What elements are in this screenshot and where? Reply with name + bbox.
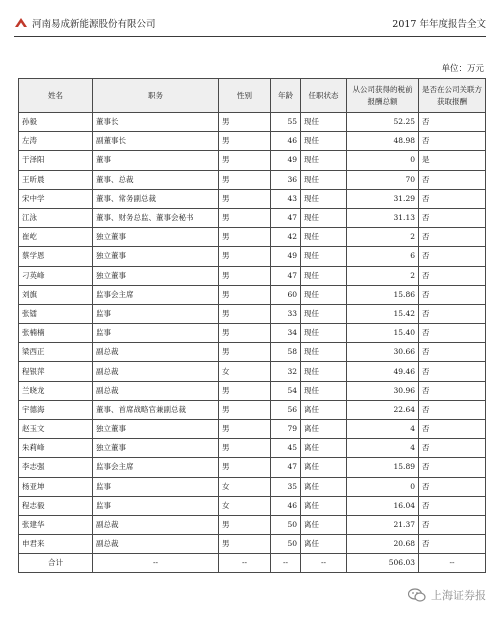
cell-status: 现任 [301, 113, 347, 132]
table-row [19, 343, 486, 362]
cell-status: 离任 [301, 420, 347, 439]
cell-age: 58 [271, 343, 301, 362]
cell-position: 独立董事 [93, 439, 219, 458]
cell-gender: 男 [219, 266, 271, 285]
cell-status: 现任 [301, 132, 347, 151]
table-footer [19, 554, 486, 573]
cell-pretax-pay: 0 [347, 151, 419, 170]
cell-position: 董事长 [93, 113, 219, 132]
cell-related-party-pay: 否 [419, 535, 486, 554]
table-row [19, 208, 486, 227]
cell-pretax-pay: 4 [347, 439, 419, 458]
cell-position: 独立董事 [93, 266, 219, 285]
total-age: -- [271, 554, 301, 573]
cell-age: 56 [271, 400, 301, 419]
report-title: 2017 年年度报告全文 [392, 19, 486, 30]
cell-age: 79 [271, 420, 301, 439]
cell-name: 张镭 [19, 304, 93, 323]
cell-age: 36 [271, 170, 301, 189]
company-name: 河南易成新能源股份有限公司 [32, 19, 156, 30]
col-pretax-pay: 从公司获得的税前报酬总额 [347, 79, 419, 113]
cell-name: 梁西正 [19, 343, 93, 362]
cell-pretax-pay: 30.96 [347, 381, 419, 400]
wechat-bubble-icon [408, 588, 426, 602]
cell-related-party-pay: 否 [419, 266, 486, 285]
cell-pretax-pay: 15.42 [347, 304, 419, 323]
col-gender: 性别 [219, 79, 271, 113]
cell-pretax-pay: 15.40 [347, 324, 419, 343]
table-row [19, 247, 486, 266]
cell-position: 独立董事 [93, 420, 219, 439]
cell-gender: 男 [219, 324, 271, 343]
cell-status: 现任 [301, 304, 347, 323]
cell-name: 杨亚坤 [19, 477, 93, 496]
cell-age: 50 [271, 515, 301, 534]
table-row [19, 362, 486, 381]
cell-name: 申君来 [19, 535, 93, 554]
cell-gender: 男 [219, 151, 271, 170]
watermark-text: 上海证券报 [431, 589, 486, 602]
cell-gender: 男 [219, 400, 271, 419]
cell-gender: 女 [219, 496, 271, 515]
cell-related-party-pay: 否 [419, 324, 486, 343]
cell-name: 程志毅 [19, 496, 93, 515]
unit-label: 单位：万元 [441, 64, 484, 74]
total-position: -- [93, 554, 219, 573]
table-body [19, 113, 486, 554]
cell-status: 离任 [301, 535, 347, 554]
cell-pretax-pay: 15.86 [347, 285, 419, 304]
cell-status: 现任 [301, 228, 347, 247]
cell-age: 47 [271, 266, 301, 285]
table-row [19, 132, 486, 151]
table-row [19, 515, 486, 534]
cell-name: 江泳 [19, 208, 93, 227]
cell-related-party-pay: 否 [419, 400, 486, 419]
cell-name: 崔屹 [19, 228, 93, 247]
cell-related-party-pay: 否 [419, 477, 486, 496]
cell-position: 独立董事 [93, 247, 219, 266]
cell-gender: 男 [219, 535, 271, 554]
cell-gender: 男 [219, 132, 271, 151]
cell-age: 60 [271, 285, 301, 304]
header-row [19, 79, 486, 113]
col-related-party-pay: 是否在公司关联方获取报酬 [419, 79, 486, 113]
col-age: 年龄 [271, 79, 301, 113]
total-row [19, 554, 486, 573]
cell-status: 现任 [301, 381, 347, 400]
cell-pretax-pay: 6 [347, 247, 419, 266]
cell-age: 32 [271, 362, 301, 381]
table-header [19, 79, 486, 113]
cell-status: 离任 [301, 439, 347, 458]
cell-gender: 男 [219, 304, 271, 323]
table-row [19, 189, 486, 208]
cell-gender: 男 [219, 381, 271, 400]
cell-position: 副总裁 [93, 343, 219, 362]
cell-pretax-pay: 31.29 [347, 189, 419, 208]
total-status: -- [301, 554, 347, 573]
cell-status: 现任 [301, 189, 347, 208]
table-row [19, 439, 486, 458]
cell-related-party-pay: 否 [419, 304, 486, 323]
cell-pretax-pay: 4 [347, 420, 419, 439]
cell-status: 离任 [301, 515, 347, 534]
cell-gender: 男 [219, 189, 271, 208]
cell-gender: 男 [219, 170, 271, 189]
cell-related-party-pay: 否 [419, 439, 486, 458]
cell-related-party-pay: 否 [419, 381, 486, 400]
col-status: 任职状态 [301, 79, 347, 113]
table-row [19, 458, 486, 477]
cell-name: 程银萍 [19, 362, 93, 381]
cell-pretax-pay: 2 [347, 266, 419, 285]
cell-age: 33 [271, 304, 301, 323]
cell-position: 监事 [93, 324, 219, 343]
cell-related-party-pay: 否 [419, 362, 486, 381]
cell-status: 离任 [301, 400, 347, 419]
table-row [19, 400, 486, 419]
cell-gender: 男 [219, 515, 271, 534]
cell-related-party-pay: 否 [419, 420, 486, 439]
cell-age: 49 [271, 151, 301, 170]
cell-age: 47 [271, 208, 301, 227]
company-logo-icon [14, 15, 28, 29]
cell-name: 李志强 [19, 458, 93, 477]
cell-status: 离任 [301, 496, 347, 515]
cell-name: 孙毅 [19, 113, 93, 132]
cell-gender: 男 [219, 208, 271, 227]
cell-position: 监事 [93, 496, 219, 515]
cell-pretax-pay: 15.89 [347, 458, 419, 477]
cell-name: 蔡学恩 [19, 247, 93, 266]
table-row [19, 420, 486, 439]
cell-related-party-pay: 否 [419, 515, 486, 534]
col-position: 职务 [93, 79, 219, 113]
cell-status: 离任 [301, 458, 347, 477]
cell-age: 43 [271, 189, 301, 208]
cell-position: 董事、财务总监、董事会秘书 [93, 208, 219, 227]
cell-position: 董事 [93, 151, 219, 170]
cell-pretax-pay: 52.25 [347, 113, 419, 132]
compensation-table [18, 78, 486, 573]
cell-age: 45 [271, 439, 301, 458]
table-row [19, 228, 486, 247]
cell-position: 董事、总裁 [93, 170, 219, 189]
cell-name: 兰晓龙 [19, 381, 93, 400]
cell-pretax-pay: 20.68 [347, 535, 419, 554]
total-label: 合计 [19, 554, 93, 573]
cell-position: 董事、首席战略官兼副总裁 [93, 400, 219, 419]
page-header [14, 14, 486, 37]
cell-pretax-pay: 30.66 [347, 343, 419, 362]
cell-name: 赵玉文 [19, 420, 93, 439]
cell-name: 左涛 [19, 132, 93, 151]
cell-gender: 男 [219, 247, 271, 266]
cell-pretax-pay: 16.04 [347, 496, 419, 515]
cell-position: 独立董事 [93, 228, 219, 247]
cell-name: 张建华 [19, 515, 93, 534]
cell-status: 现任 [301, 151, 347, 170]
cell-name: 王昕晨 [19, 170, 93, 189]
cell-related-party-pay: 否 [419, 343, 486, 362]
cell-related-party-pay: 是 [419, 151, 486, 170]
table-row [19, 535, 486, 554]
cell-age: 46 [271, 496, 301, 515]
cell-status: 现任 [301, 324, 347, 343]
cell-pretax-pay: 2 [347, 228, 419, 247]
table-row [19, 285, 486, 304]
table-row [19, 477, 486, 496]
cell-name: 宇德海 [19, 400, 93, 419]
cell-gender: 男 [219, 113, 271, 132]
cell-status: 现任 [301, 343, 347, 362]
cell-gender: 女 [219, 477, 271, 496]
cell-position: 副董事长 [93, 132, 219, 151]
cell-gender: 男 [219, 458, 271, 477]
cell-pretax-pay: 48.98 [347, 132, 419, 151]
cell-related-party-pay: 否 [419, 189, 486, 208]
col-name: 姓名 [19, 79, 93, 113]
cell-gender: 女 [219, 362, 271, 381]
cell-name: 宋中学 [19, 189, 93, 208]
cell-position: 监事会主席 [93, 285, 219, 304]
cell-gender: 男 [219, 439, 271, 458]
table-row [19, 496, 486, 515]
watermark [408, 587, 486, 603]
cell-pretax-pay: 31.13 [347, 208, 419, 227]
cell-related-party-pay: 否 [419, 228, 486, 247]
cell-age: 46 [271, 132, 301, 151]
cell-position: 董事、常务副总裁 [93, 189, 219, 208]
cell-age: 47 [271, 458, 301, 477]
cell-status: 现任 [301, 266, 347, 285]
table-row [19, 381, 486, 400]
cell-related-party-pay: 否 [419, 208, 486, 227]
table-row [19, 266, 486, 285]
table-row [19, 304, 486, 323]
cell-pretax-pay: 22.64 [347, 400, 419, 419]
cell-related-party-pay: 否 [419, 247, 486, 266]
cell-name: 朱莉峰 [19, 439, 93, 458]
cell-pretax-pay: 0 [347, 477, 419, 496]
cell-position: 监事 [93, 304, 219, 323]
cell-status: 现任 [301, 170, 347, 189]
table-row [19, 113, 486, 132]
cell-position: 监事会主席 [93, 458, 219, 477]
total-amount: 506.03 [347, 554, 419, 573]
cell-related-party-pay: 否 [419, 113, 486, 132]
cell-related-party-pay: 否 [419, 132, 486, 151]
cell-gender: 男 [219, 420, 271, 439]
cell-age: 34 [271, 324, 301, 343]
cell-status: 现任 [301, 247, 347, 266]
cell-related-party-pay: 否 [419, 496, 486, 515]
cell-related-party-pay: 否 [419, 285, 486, 304]
cell-gender: 男 [219, 228, 271, 247]
table-row [19, 324, 486, 343]
cell-age: 42 [271, 228, 301, 247]
cell-pretax-pay: 70 [347, 170, 419, 189]
cell-pretax-pay: 21.37 [347, 515, 419, 534]
cell-name: 于泽阳 [19, 151, 93, 170]
cell-position: 副总裁 [93, 381, 219, 400]
cell-position: 副总裁 [93, 535, 219, 554]
cell-gender: 男 [219, 343, 271, 362]
cell-status: 现任 [301, 362, 347, 381]
cell-name: 刘旗 [19, 285, 93, 304]
cell-position: 监事 [93, 477, 219, 496]
cell-age: 50 [271, 535, 301, 554]
cell-gender: 男 [219, 285, 271, 304]
cell-related-party-pay: 否 [419, 458, 486, 477]
cell-position: 副总裁 [93, 362, 219, 381]
cell-status: 现任 [301, 285, 347, 304]
cell-age: 55 [271, 113, 301, 132]
cell-pretax-pay: 49.46 [347, 362, 419, 381]
cell-related-party-pay: 否 [419, 170, 486, 189]
cell-position: 副总裁 [93, 515, 219, 534]
total-gender: -- [219, 554, 271, 573]
cell-age: 49 [271, 247, 301, 266]
cell-name: 张楠楠 [19, 324, 93, 343]
cell-age: 35 [271, 477, 301, 496]
cell-name: 刁英峰 [19, 266, 93, 285]
cell-status: 离任 [301, 477, 347, 496]
total-related: -- [419, 554, 486, 573]
table-row [19, 151, 486, 170]
table-row [19, 170, 486, 189]
cell-age: 54 [271, 381, 301, 400]
cell-status: 现任 [301, 208, 347, 227]
